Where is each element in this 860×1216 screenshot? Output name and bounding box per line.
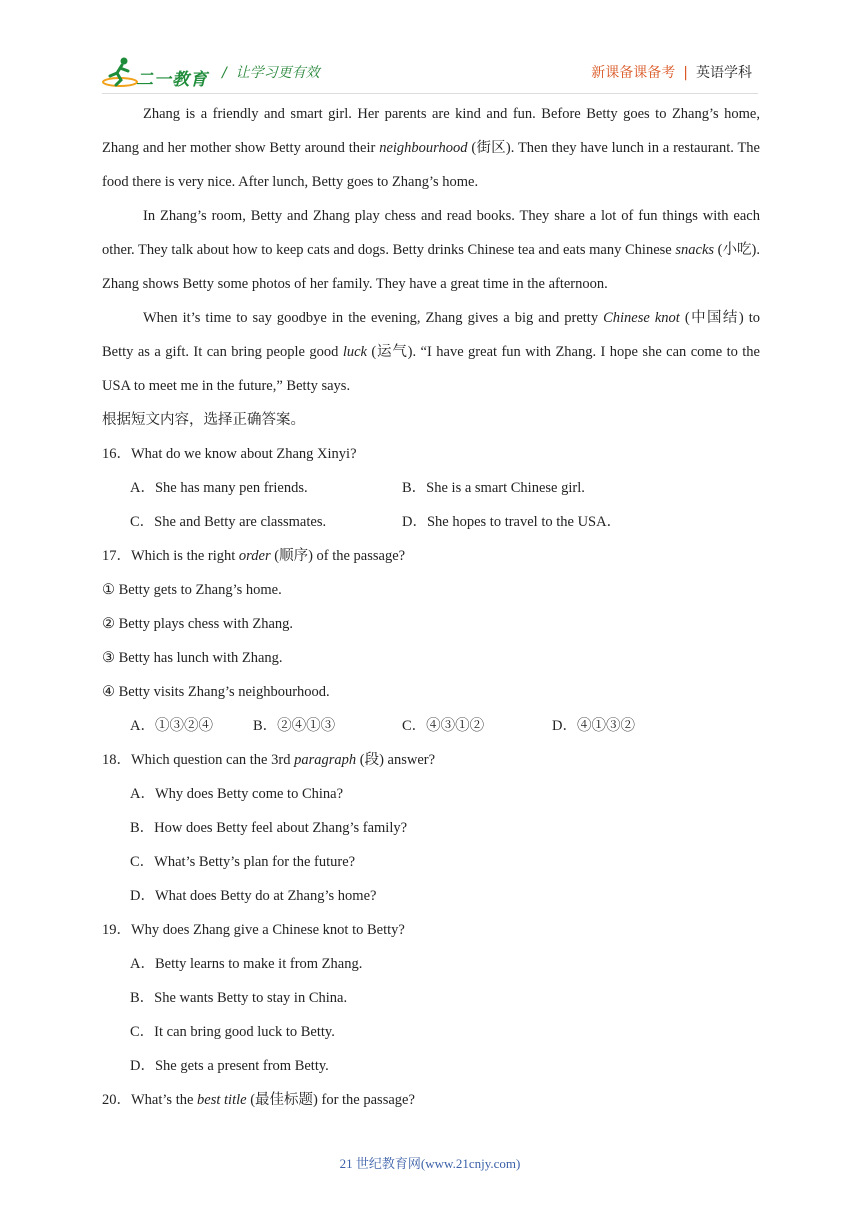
question-17-stem [102, 539, 760, 573]
q17-event-2: ② Betty plays chess with Zhang. [102, 616, 293, 632]
header-subject: 英语学科 [696, 65, 752, 81]
question-16-options-cd [102, 505, 760, 539]
q20-stem-a: 20．What’s the [102, 1092, 198, 1108]
document-body [102, 97, 760, 1117]
passage-paragraph-1 [102, 97, 760, 199]
p3-text-c: (运气). “I have great fun with Zhang. I hope she can come to the USA to meet me in the future,” Betty says. [102, 344, 760, 394]
p3-text-a: When it’s time to say goodbye in the evening, Zhang gives a big and pretty [143, 310, 604, 326]
passage-paragraph-3 [102, 301, 760, 403]
q18-option-c: C．What’s Betty’s plan for the future? [130, 854, 356, 870]
question-16-options-ab [102, 471, 760, 505]
p3-emphasis-1: Chinese knot [603, 310, 680, 326]
q17-stem-a: 17．Which is the right [102, 548, 239, 564]
q17-event-3: ③ Betty has lunch with Zhang. [102, 650, 283, 666]
p2-text-b: (小吃). Zhang shows Betty some photos of her family. They have a great time in the afternoon. [102, 242, 760, 292]
q19-option-d: D．She gets a present from Betty. [130, 1058, 329, 1074]
p1-text-b: (街区). Then they have lunch in a restaurant. The food there is very nice. After lunch, Betty goes to Zhang’s home. [102, 140, 760, 190]
question-20-stem [102, 1083, 760, 1117]
p1-text-a: Zhang is a friendly and smart girl. Her parents are kind and fun. Before Betty goes to Zhang’s home, Zhang and her mother show Betty around their [102, 106, 760, 156]
p2-text-a: In Zhang’s room, Betty and Zhang play chess and read books. They share a lot of fun things with each other. They talk about how to keep cats and dogs. Betty drinks Chinese tea and eats many Chinese [102, 208, 760, 258]
q18-stem-a: 18．Which question can the 3rd [102, 752, 295, 768]
question-18-stem [102, 743, 760, 777]
logo [102, 56, 214, 88]
slogan: / 让学习更有效 [222, 65, 320, 81]
instruction: 根据短文内容，选择正确答案。 [102, 412, 305, 428]
q16-option-b: B．She is a smart Chinese girl. [402, 480, 585, 496]
q19-option-c: C．It can bring good luck to Betty. [130, 1024, 335, 1040]
q18-option-a: A．Why does Betty come to China? [130, 786, 344, 802]
q17-event-1: ① Betty gets to Zhang’s home. [102, 582, 282, 598]
q20-stem-b: (最佳标题) for the passage? [246, 1092, 415, 1108]
q19-option-a: A．Betty learns to make it from Zhang. [130, 956, 363, 972]
logo-text: 二一教育 [136, 70, 208, 90]
header-divider [102, 93, 758, 94]
question-17-options [102, 709, 760, 743]
q17-option-a: A．①③②④ [130, 718, 213, 734]
q17-option-c: C．④③①② [402, 718, 485, 734]
q18-option-b: B．How does Betty feel about Zhang’s family? [130, 820, 408, 836]
question-16-stem: 16．What do we know about Zhang Xinyi? [102, 446, 357, 462]
running-figure-logo-icon [102, 56, 138, 88]
q17-stem-b: (顺序) of the passage? [270, 548, 406, 564]
header-separator: | [683, 65, 688, 81]
q16-option-c: C．She and Betty are classmates. [130, 514, 327, 530]
q20-stem-emphasis: best title [197, 1092, 247, 1108]
header-course-label: 新课备课备考 [591, 65, 676, 81]
passage-paragraph-2 [102, 199, 760, 301]
q18-option-d: D．What does Betty do at Zhang’s home? [130, 888, 377, 904]
question-19-stem: 19．Why does Zhang give a Chinese knot to Betty? [102, 922, 405, 938]
q17-stem-emphasis: order [238, 548, 271, 564]
p2-emphasis: snacks [675, 242, 715, 258]
page-footer[interactable]: 21 世纪教育网(www.21cnjy.com) [339, 1156, 521, 1171]
page-header [102, 52, 758, 92]
slogan-text: 让学习更有效 [235, 65, 320, 81]
q16-option-d: D．She hopes to travel to the USA． [402, 514, 622, 530]
q16-option-a: A．She has many pen friends. [130, 480, 308, 496]
q17-option-b: B．②④①③ [253, 718, 336, 734]
q17-option-d: D．④①③② [552, 718, 635, 734]
header-right [591, 62, 752, 82]
p3-emphasis-2: luck [342, 344, 367, 360]
p3-text-b: (中国结) to Betty as a gift. It can bring people good [102, 310, 760, 360]
q18-stem-b: (段) answer? [356, 752, 436, 768]
p1-emphasis: neighbourhood [379, 140, 468, 156]
q17-event-4: ④ Betty visits Zhang’s neighbourhood. [102, 684, 330, 700]
q19-option-b: B．She wants Betty to stay in China. [130, 990, 348, 1006]
q18-stem-emphasis: paragraph [294, 752, 357, 768]
